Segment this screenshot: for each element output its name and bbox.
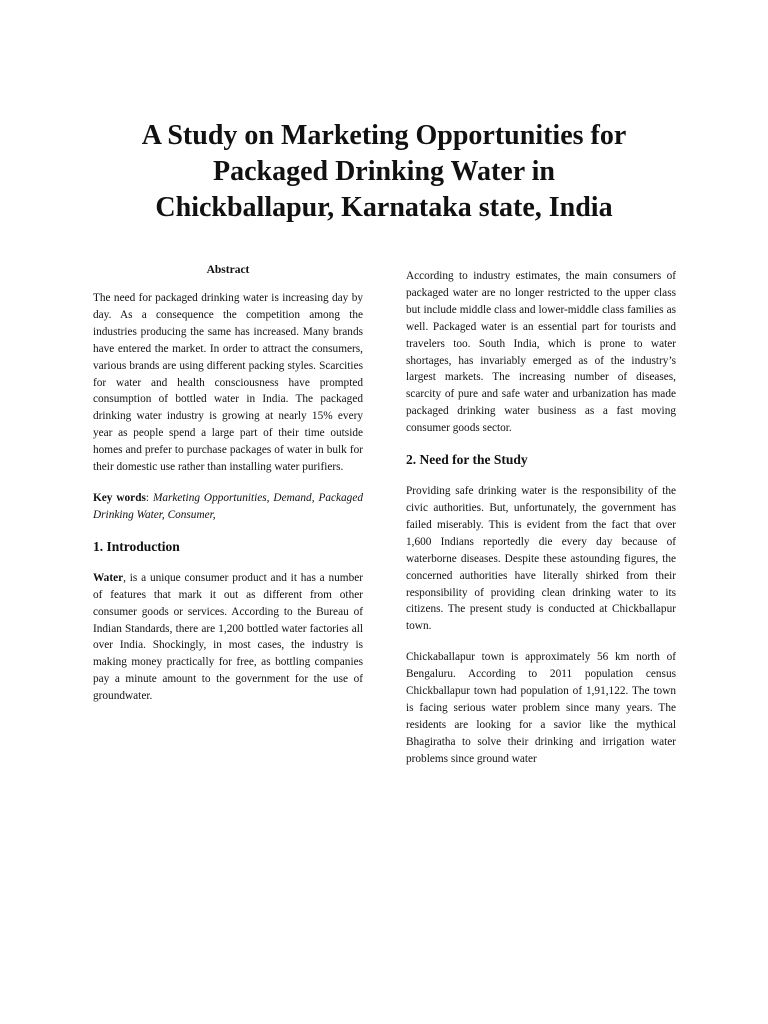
title-line-2: Packaged Drinking Water in	[212, 156, 555, 187]
section-heading-need-for-study: 2. Need for the Study	[406, 452, 528, 468]
need-paragraph: Providing safe drinking water is the responsibility of the civic authorities. But, unfortunately, the government has failed miserably. This is evident from the fact that over 1,600 Indians reportedly die every day because of waterborne diseases. Despite these astounding figures, the concerned authorities have literally shirked from their responsibility of providing clean drinking water to its citizens. The present study is conducted at Chickballapur town.	[406, 485, 676, 633]
abstract-text: The need for packaged drinking water is increasing day by day. As a consequence the competition among the industries producing the same has increased. Many brands have entered the market. In order to attract the consumers, various brands are using different packing styles. Scarcities for water and health consciousness have prompted consumption of bottled water in India. The packaged drinking water industry is growing at nearly 15% every year as people spend a large part of their time outside homes and prefer to purchase packages of water in bulk for their domestic use rather than installing water purifiers.	[93, 292, 363, 474]
abstract-heading: Abstract	[206, 264, 250, 276]
left-column	[93, 262, 363, 719]
introduction-body: , is a unique consumer product and it has a number of features that mark it out as different from other consumer goods or services. According to the Bureau of Indian Standards, there are 1,200 bottled water factories all over India. Shockingly, in most cases, the industry is making money practically for free, as bottling companies pay a minute amount to the government for the use of groundwater.	[93, 571, 363, 703]
industry-paragraph: According to industry estimates, the main consumers of packaged water are no longer restricted to the upper class but include middle class and lower-middle class families as well. Packaged water is an essential part for tourists and travelers too. South India, which is prone to water shortages, has invariably emerged as of the industry’s largest markets. The increasing number of diseases, scarcity of pure and safe water and urbanization has made packaged drinking water business as a fast moving consumer goods sector.	[406, 270, 676, 435]
keywords-separator: :	[145, 491, 153, 504]
right-column	[406, 268, 676, 782]
town-paragraph: Chickaballapur town is approximately 56 km north of Bengaluru. According to 2011 population census Chickballapur town had population of 1,91,122. The town is facing serious water problem since many years. The residents are looking for a savior like the mythical Bhagiratha to solve their drinking and irrigation water problems since ground water	[406, 651, 676, 765]
title-line-3: Chickballapur, Karnataka state, India	[155, 192, 613, 223]
introduction-lead: Water	[93, 571, 124, 584]
title-line-1: A Study on Marketing Opportunities for	[141, 120, 627, 151]
keywords-label: Key words	[93, 491, 146, 504]
keywords	[93, 490, 363, 524]
paper-title	[60, 118, 708, 226]
introduction-text	[93, 570, 363, 705]
keywords-text: Marketing Opportunities, Demand, Packaged Drinking Water, Consumer,	[93, 491, 363, 521]
section-heading-introduction: 1. Introduction	[93, 538, 180, 554]
